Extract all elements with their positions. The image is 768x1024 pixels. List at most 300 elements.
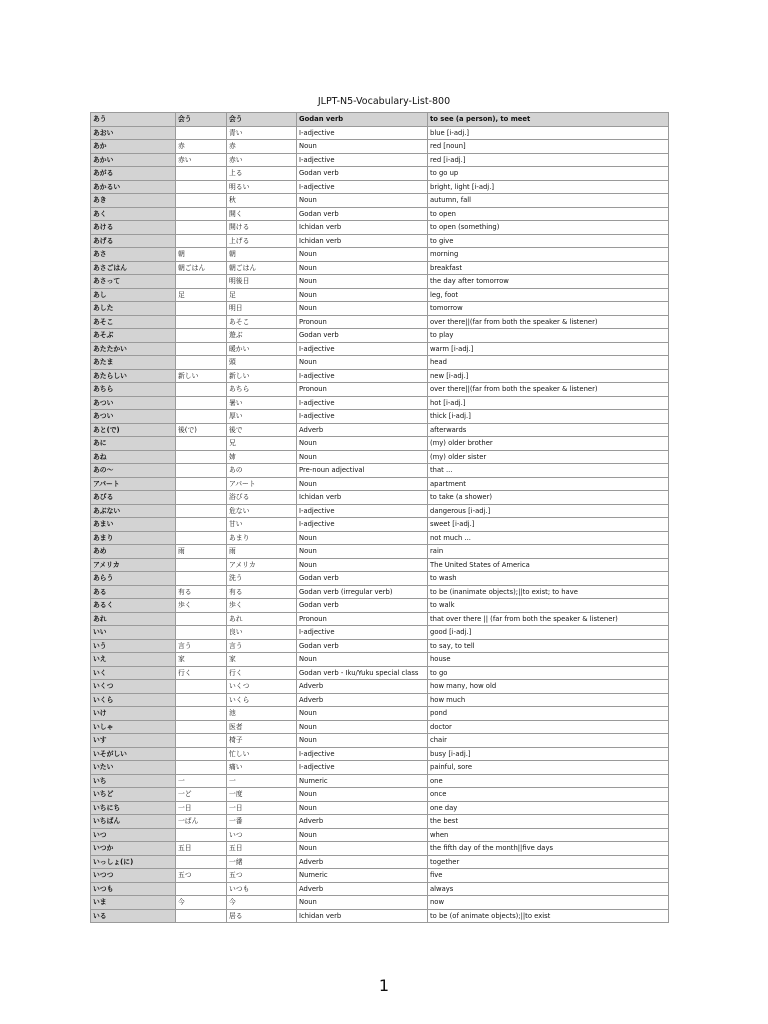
word-type-cell: Noun: [297, 356, 428, 370]
reading-cell: あげる: [91, 234, 176, 248]
meaning-cell: that ...: [428, 464, 669, 478]
table-row: [91, 720, 669, 734]
meaning-cell: red [noun]: [428, 140, 669, 154]
meaning-cell: to wash: [428, 572, 669, 586]
reading-cell: あたたかい: [91, 342, 176, 356]
reading-cell: いく: [91, 666, 176, 680]
reading-cell: いま: [91, 896, 176, 910]
meaning-cell: apartment: [428, 477, 669, 491]
table-row: [91, 504, 669, 518]
kana-kanji-cell: [176, 180, 227, 194]
word-type-cell: I-adjective: [297, 342, 428, 356]
table-row: [91, 693, 669, 707]
meaning-cell: leg, foot: [428, 288, 669, 302]
table-row: [91, 167, 669, 181]
kana-kanji-cell: 行く: [176, 666, 227, 680]
table-row: [91, 774, 669, 788]
kana-kanji-cell: [176, 126, 227, 140]
kana-kanji-cell: 朝ごはん: [176, 261, 227, 275]
kana-kanji-cell: 歩く: [176, 599, 227, 613]
table-row: [91, 126, 669, 140]
kana-kanji-cell: 有る: [176, 585, 227, 599]
kanji-cell: 危ない: [227, 504, 297, 518]
reading-cell: アメリカ: [91, 558, 176, 572]
word-type-cell: Noun: [297, 788, 428, 802]
word-type-cell: Noun: [297, 531, 428, 545]
word-type-cell: Adverb: [297, 423, 428, 437]
word-type-cell: I-adjective: [297, 504, 428, 518]
reading-cell: いたい: [91, 761, 176, 775]
table-row: [91, 653, 669, 667]
kanji-cell: 行く: [227, 666, 297, 680]
meaning-cell: how much: [428, 693, 669, 707]
reading-cell: いそがしい: [91, 747, 176, 761]
table-row: [91, 491, 669, 505]
meaning-cell: dangerous [i-adj.]: [428, 504, 669, 518]
word-type-cell: I-adjective: [297, 518, 428, 532]
table-row: [91, 707, 669, 721]
word-type-cell: I-adjective: [297, 747, 428, 761]
table-row: [91, 815, 669, 829]
word-type-cell: Noun: [297, 140, 428, 154]
kana-kanji-cell: [176, 828, 227, 842]
meaning-cell: bright, light [i-adj.]: [428, 180, 669, 194]
reading-cell: あかい: [91, 153, 176, 167]
reading-cell: あそぶ: [91, 329, 176, 343]
table-row: [91, 531, 669, 545]
kana-kanji-cell: [176, 491, 227, 505]
reading-cell: あさ: [91, 248, 176, 262]
kanji-cell: あそこ: [227, 315, 297, 329]
reading-cell: あう: [91, 113, 176, 127]
word-type-cell: Noun: [297, 302, 428, 316]
table-row: [91, 734, 669, 748]
word-type-cell: Godan verb: [297, 207, 428, 221]
reading-cell: あそこ: [91, 315, 176, 329]
table-row: [91, 599, 669, 613]
kanji-cell: 厚い: [227, 410, 297, 424]
kanji-cell: 上る: [227, 167, 297, 181]
kana-kanji-cell: [176, 572, 227, 586]
kanji-cell: 朝ごはん: [227, 261, 297, 275]
table-row: [91, 585, 669, 599]
reading-cell: アパート: [91, 477, 176, 491]
table-row: [91, 545, 669, 559]
kanji-cell: 五つ: [227, 869, 297, 883]
kanji-cell: 有る: [227, 585, 297, 599]
meaning-cell: when: [428, 828, 669, 842]
kana-kanji-cell: [176, 909, 227, 923]
table-row: [91, 882, 669, 896]
kana-kanji-cell: 赤い: [176, 153, 227, 167]
table-row: [91, 140, 669, 154]
kana-kanji-cell: [176, 477, 227, 491]
kanji-cell: あちら: [227, 383, 297, 397]
meaning-cell: over there||(far from both the speaker & listener): [428, 383, 669, 397]
kana-kanji-cell: 家: [176, 653, 227, 667]
meaning-cell: (my) older brother: [428, 437, 669, 451]
reading-cell: あと(で): [91, 423, 176, 437]
kanji-cell: あまり: [227, 531, 297, 545]
meaning-cell: the best: [428, 815, 669, 829]
kana-kanji-cell: [176, 707, 227, 721]
kana-kanji-cell: [176, 234, 227, 248]
word-type-cell: Noun: [297, 653, 428, 667]
meaning-cell: doctor: [428, 720, 669, 734]
table-row: [91, 626, 669, 640]
word-type-cell: Noun: [297, 707, 428, 721]
meaning-cell: thick [i-adj.]: [428, 410, 669, 424]
kana-kanji-cell: [176, 680, 227, 694]
meaning-cell: breakfast: [428, 261, 669, 275]
kanji-cell: 良い: [227, 626, 297, 640]
page-number: 1: [378, 976, 390, 995]
word-type-cell: Adverb: [297, 882, 428, 896]
reading-cell: あるく: [91, 599, 176, 613]
table-row: [91, 842, 669, 856]
kana-kanji-cell: 言う: [176, 639, 227, 653]
meaning-cell: warm [i-adj.]: [428, 342, 669, 356]
meaning-cell: together: [428, 855, 669, 869]
kana-kanji-cell: [176, 194, 227, 208]
kana-kanji-cell: [176, 882, 227, 896]
table-row: [91, 747, 669, 761]
reading-cell: あし: [91, 288, 176, 302]
table-row: [91, 342, 669, 356]
word-type-cell: I-adjective: [297, 761, 428, 775]
kana-kanji-cell: [176, 437, 227, 451]
table-row: [91, 396, 669, 410]
word-type-cell: Ichidan verb: [297, 909, 428, 923]
word-type-cell: I-adjective: [297, 396, 428, 410]
meaning-cell: morning: [428, 248, 669, 262]
word-type-cell: I-adjective: [297, 153, 428, 167]
reading-cell: あたらしい: [91, 369, 176, 383]
word-type-cell: I-adjective: [297, 369, 428, 383]
kana-kanji-cell: 新しい: [176, 369, 227, 383]
table-row: [91, 288, 669, 302]
kana-kanji-cell: 五つ: [176, 869, 227, 883]
kanji-cell: 上げる: [227, 234, 297, 248]
word-type-cell: I-adjective: [297, 180, 428, 194]
kana-kanji-cell: 今: [176, 896, 227, 910]
kanji-cell: 明るい: [227, 180, 297, 194]
meaning-cell: blue [i-adj.]: [428, 126, 669, 140]
meaning-cell: five: [428, 869, 669, 883]
reading-cell: いちにち: [91, 801, 176, 815]
kana-kanji-cell: [176, 450, 227, 464]
word-type-cell: Noun: [297, 734, 428, 748]
table-row: [91, 437, 669, 451]
kana-kanji-cell: [176, 558, 227, 572]
kanji-cell: 椅子: [227, 734, 297, 748]
reading-cell: あした: [91, 302, 176, 316]
table-row: [91, 828, 669, 842]
table-row: [91, 329, 669, 343]
kana-kanji-cell: [176, 410, 227, 424]
word-type-cell: Ichidan verb: [297, 234, 428, 248]
reading-cell: あまり: [91, 531, 176, 545]
meaning-cell: how many, how old: [428, 680, 669, 694]
kanji-cell: 兄: [227, 437, 297, 451]
kanji-cell: 忙しい: [227, 747, 297, 761]
reading-cell: いちばん: [91, 815, 176, 829]
reading-cell: いくつ: [91, 680, 176, 694]
meaning-cell: pond: [428, 707, 669, 721]
reading-cell: あたま: [91, 356, 176, 370]
kanji-cell: 今: [227, 896, 297, 910]
kana-kanji-cell: [176, 342, 227, 356]
kanji-cell: 開ける: [227, 221, 297, 235]
kana-kanji-cell: [176, 761, 227, 775]
kana-kanji-cell: [176, 693, 227, 707]
word-type-cell: Numeric: [297, 774, 428, 788]
kana-kanji-cell: [176, 855, 227, 869]
word-type-cell: Adverb: [297, 855, 428, 869]
meaning-cell: painful, sore: [428, 761, 669, 775]
kanji-cell: 一: [227, 774, 297, 788]
reading-cell: いす: [91, 734, 176, 748]
reading-cell: あける: [91, 221, 176, 235]
reading-cell: あに: [91, 437, 176, 451]
kanji-cell: 雨: [227, 545, 297, 559]
table-row: [91, 275, 669, 289]
word-type-cell: Noun: [297, 194, 428, 208]
word-type-cell: Pronoun: [297, 315, 428, 329]
table-row: [91, 234, 669, 248]
kana-kanji-cell: 一ばん: [176, 815, 227, 829]
word-type-cell: Noun: [297, 450, 428, 464]
kanji-cell: 赤い: [227, 153, 297, 167]
kanji-cell: いくつ: [227, 680, 297, 694]
kanji-cell: アパート: [227, 477, 297, 491]
meaning-cell: chair: [428, 734, 669, 748]
reading-cell: いけ: [91, 707, 176, 721]
word-type-cell: Noun: [297, 720, 428, 734]
table-row: [91, 410, 669, 424]
kana-kanji-cell: [176, 302, 227, 316]
meaning-cell: busy [i-adj.]: [428, 747, 669, 761]
word-type-cell: Noun: [297, 545, 428, 559]
table-row: [91, 801, 669, 815]
reading-cell: いう: [91, 639, 176, 653]
kana-kanji-cell: [176, 221, 227, 235]
kana-kanji-cell: [176, 383, 227, 397]
table-header-row: [91, 113, 669, 127]
table-row: [91, 666, 669, 680]
kanji-cell: 居る: [227, 909, 297, 923]
word-type-cell: Godan verb: [297, 113, 428, 127]
reading-cell: あさごはん: [91, 261, 176, 275]
meaning-cell: to be (of animate objects);||to exist: [428, 909, 669, 923]
kanji-cell: 秋: [227, 194, 297, 208]
kana-kanji-cell: [176, 504, 227, 518]
table-row: [91, 464, 669, 478]
table-row: [91, 207, 669, 221]
reading-cell: あき: [91, 194, 176, 208]
document-title: JLPT-N5-Vocabulary-List-800: [317, 96, 451, 107]
kanji-cell: 甘い: [227, 518, 297, 532]
table-row: [91, 558, 669, 572]
kana-kanji-cell: 五日: [176, 842, 227, 856]
vocabulary-table: [90, 112, 669, 923]
word-type-cell: Pre-noun adjectival: [297, 464, 428, 478]
meaning-cell: to walk: [428, 599, 669, 613]
meaning-cell: new [i-adj.]: [428, 369, 669, 383]
kana-kanji-cell: 赤: [176, 140, 227, 154]
table-row: [91, 315, 669, 329]
word-type-cell: Pronoun: [297, 383, 428, 397]
word-type-cell: Noun: [297, 288, 428, 302]
reading-cell: いる: [91, 909, 176, 923]
table-row: [91, 423, 669, 437]
kanji-cell: 歩く: [227, 599, 297, 613]
kana-kanji-cell: [176, 167, 227, 181]
reading-cell: あさって: [91, 275, 176, 289]
reading-cell: あかるい: [91, 180, 176, 194]
table-row: [91, 896, 669, 910]
kanji-cell: 一番: [227, 815, 297, 829]
table-row: [91, 153, 669, 167]
kana-kanji-cell: 雨: [176, 545, 227, 559]
kana-kanji-cell: [176, 329, 227, 343]
reading-cell: あがる: [91, 167, 176, 181]
reading-cell: ある: [91, 585, 176, 599]
table-row: [91, 383, 669, 397]
kanji-cell: 新しい: [227, 369, 297, 383]
meaning-cell: one: [428, 774, 669, 788]
kanji-cell: 暑い: [227, 396, 297, 410]
kanji-cell: 赤: [227, 140, 297, 154]
meaning-cell: hot [i-adj.]: [428, 396, 669, 410]
word-type-cell: Godan verb: [297, 599, 428, 613]
kanji-cell: 足: [227, 288, 297, 302]
reading-cell: あれ: [91, 612, 176, 626]
meaning-cell: tomorrow: [428, 302, 669, 316]
reading-cell: あらう: [91, 572, 176, 586]
reading-cell: いくら: [91, 693, 176, 707]
kana-kanji-cell: [176, 315, 227, 329]
kana-kanji-cell: 会う: [176, 113, 227, 127]
meaning-cell: that over there || (far from both the speaker & listener): [428, 612, 669, 626]
word-type-cell: Godan verb: [297, 639, 428, 653]
word-type-cell: Noun: [297, 558, 428, 572]
word-type-cell: Noun: [297, 896, 428, 910]
kana-kanji-cell: [176, 626, 227, 640]
meaning-cell: (my) older sister: [428, 450, 669, 464]
kanji-cell: 洗う: [227, 572, 297, 586]
kana-kanji-cell: [176, 396, 227, 410]
kanji-cell: いくら: [227, 693, 297, 707]
word-type-cell: Adverb: [297, 693, 428, 707]
reading-cell: いち: [91, 774, 176, 788]
meaning-cell: now: [428, 896, 669, 910]
reading-cell: いつか: [91, 842, 176, 856]
reading-cell: あまい: [91, 518, 176, 532]
table-row: [91, 261, 669, 275]
meaning-cell: to go: [428, 666, 669, 680]
word-type-cell: I-adjective: [297, 126, 428, 140]
reading-cell: あか: [91, 140, 176, 154]
meaning-cell: afterwards: [428, 423, 669, 437]
reading-cell: あちら: [91, 383, 176, 397]
word-type-cell: Godan verb - Iku/Yuku special class: [297, 666, 428, 680]
reading-cell: いつ: [91, 828, 176, 842]
kanji-cell: 明日: [227, 302, 297, 316]
word-type-cell: Numeric: [297, 869, 428, 883]
word-type-cell: Godan verb: [297, 167, 428, 181]
reading-cell: いしゃ: [91, 720, 176, 734]
meaning-cell: rain: [428, 545, 669, 559]
word-type-cell: Ichidan verb: [297, 221, 428, 235]
table-row: [91, 788, 669, 802]
word-type-cell: Ichidan verb: [297, 491, 428, 505]
kanji-cell: 頭: [227, 356, 297, 370]
table-row: [91, 639, 669, 653]
reading-cell: いつつ: [91, 869, 176, 883]
meaning-cell: the day after tomorrow: [428, 275, 669, 289]
word-type-cell: Godan verb (irregular verb): [297, 585, 428, 599]
reading-cell: いつも: [91, 882, 176, 896]
kana-kanji-cell: [176, 464, 227, 478]
kanji-cell: 会う: [227, 113, 297, 127]
word-type-cell: Adverb: [297, 815, 428, 829]
kanji-cell: 姉: [227, 450, 297, 464]
word-type-cell: Pronoun: [297, 612, 428, 626]
kana-kanji-cell: 一ど: [176, 788, 227, 802]
kana-kanji-cell: [176, 356, 227, 370]
meaning-cell: the fifth day of the month||five days: [428, 842, 669, 856]
kanji-cell: 池: [227, 707, 297, 721]
kanji-cell: 朝: [227, 248, 297, 262]
kanji-cell: 青い: [227, 126, 297, 140]
kanji-cell: いつも: [227, 882, 297, 896]
meaning-cell: to see (a person), to meet: [428, 113, 669, 127]
table-row: [91, 221, 669, 235]
table-row: [91, 450, 669, 464]
reading-cell: あね: [91, 450, 176, 464]
word-type-cell: Godan verb: [297, 572, 428, 586]
word-type-cell: I-adjective: [297, 410, 428, 424]
table-row: [91, 302, 669, 316]
word-type-cell: I-adjective: [297, 626, 428, 640]
meaning-cell: head: [428, 356, 669, 370]
meaning-cell: once: [428, 788, 669, 802]
meaning-cell: to say, to tell: [428, 639, 669, 653]
table-row: [91, 369, 669, 383]
kana-kanji-cell: [176, 612, 227, 626]
table-row: [91, 680, 669, 694]
reading-cell: あぶない: [91, 504, 176, 518]
reading-cell: あおい: [91, 126, 176, 140]
reading-cell: あつい: [91, 410, 176, 424]
word-type-cell: Noun: [297, 842, 428, 856]
reading-cell: あく: [91, 207, 176, 221]
meaning-cell: to open (something): [428, 221, 669, 235]
kana-kanji-cell: 一日: [176, 801, 227, 815]
table-row: [91, 761, 669, 775]
kanji-cell: 家: [227, 653, 297, 667]
reading-cell: いい: [91, 626, 176, 640]
kanji-cell: アメリカ: [227, 558, 297, 572]
reading-cell: あめ: [91, 545, 176, 559]
meaning-cell: always: [428, 882, 669, 896]
reading-cell: いちど: [91, 788, 176, 802]
word-type-cell: Noun: [297, 275, 428, 289]
table-row: [91, 518, 669, 532]
kanji-cell: 一日: [227, 801, 297, 815]
kanji-cell: あれ: [227, 612, 297, 626]
